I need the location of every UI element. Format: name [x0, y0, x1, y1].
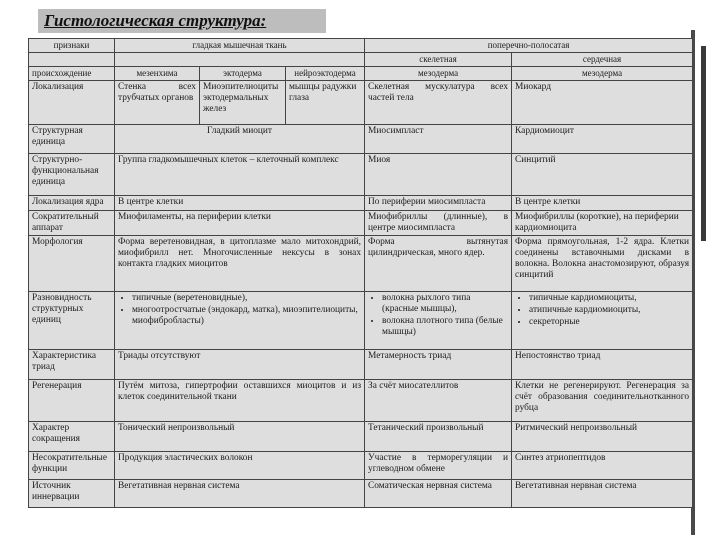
- page-title: Гистологическая структура:: [38, 9, 326, 33]
- cell: Синцитий: [512, 154, 693, 196]
- cell: По периферии миосимпласта: [365, 196, 512, 211]
- row-label: Несократительные функции: [29, 452, 115, 480]
- row-label: Разновидность структурных единиц: [29, 292, 115, 350]
- cell: Клетки не регенерируют. Регенерация за счёт образования соединительнотканного рубца: [512, 380, 693, 422]
- origin-smooth-3: нейроэктодерма: [286, 67, 365, 81]
- cell: Тонический непроизвольный: [115, 422, 365, 452]
- cell: В центре клетки: [512, 196, 693, 211]
- table-row: [29, 380, 693, 422]
- table-row: [29, 81, 693, 125]
- cell: [365, 292, 512, 350]
- row-label: Структурно-функциональная единица: [29, 154, 115, 196]
- list-item: • атипичные кардиомиоциты,: [529, 305, 689, 316]
- table-row: [29, 350, 693, 380]
- origin-skeletal: мезодерма: [365, 67, 512, 81]
- cell: Миофиламенты, на периферии клетки: [115, 211, 365, 236]
- list-item: • многоотростчатые (эндокард, матка), миоэпителиоциты, миофибробласты): [132, 305, 361, 327]
- cell: Продукция эластических волокон: [115, 452, 365, 480]
- cell: [115, 292, 365, 350]
- list-item: • типичные (веретеновидные),: [132, 293, 361, 304]
- header-empty-2: [115, 53, 365, 67]
- header-cardiac: сердечная: [512, 53, 693, 67]
- cell: Триады отсутствуют: [115, 350, 365, 380]
- cell: Участие в терморегуляции и углеводном обмене: [365, 452, 512, 480]
- cell: Миофибриллы (короткие), на периферии кардиомиоцита: [512, 211, 693, 236]
- origin-cardiac: мезодерма: [512, 67, 693, 81]
- cell: Путём митоза, гипертрофии оставшихся миоцитов и из клеток соединительной ткани: [115, 380, 365, 422]
- cell: В центре клетки: [115, 196, 365, 211]
- cell: Гладкий миоцит: [115, 125, 365, 154]
- row-label: Характеристика триад: [29, 350, 115, 380]
- cell: Кардиомиоцит: [512, 125, 693, 154]
- row-label: Регенерация: [29, 380, 115, 422]
- cell: Форма прямоугольная, 1-2 ядра. Клетки соединены вставочными дисками в волокна. Волокна анастомозируют, образуя синцитий: [512, 236, 693, 292]
- cell: Миоя: [365, 154, 512, 196]
- cell: Миокард: [512, 81, 693, 125]
- histology-table: [28, 38, 693, 508]
- table-row: [29, 422, 693, 452]
- cell: Вегетативная нервная система: [512, 480, 693, 508]
- list-item: • типичные кардиомиоциты,: [529, 293, 689, 304]
- header-striated: поперечно-полосатая: [365, 39, 693, 53]
- cell: Соматическая нервная система: [365, 480, 512, 508]
- cell: мышцы радужки глаза: [286, 81, 365, 125]
- table-row: [29, 480, 693, 508]
- row-label: Источник иннервации: [29, 480, 115, 508]
- cell: Форма веретеновидная, в цитоплазме мало митохондрий, миофибрилл нет. Многочисленные нексусы в зонах контакта гладких миоцитов: [115, 236, 365, 292]
- row-label: Морфология: [29, 236, 115, 292]
- header-smooth: гладкая мышечная ткань: [115, 39, 365, 53]
- cell: Метамерность триад: [365, 350, 512, 380]
- row-label: Сократительный аппарат: [29, 211, 115, 236]
- table-row: [29, 452, 693, 480]
- cell: Ритмический непроизвольный: [512, 422, 693, 452]
- cell: Синтез атриопептидов: [512, 452, 693, 480]
- cell: Стенка всех трубчатых органов: [115, 81, 200, 125]
- table-row: [29, 196, 693, 211]
- row-label: Локализация ядра: [29, 196, 115, 211]
- table-row: [29, 154, 693, 196]
- cell: Миоэпителиоциты эктодермальных желез: [200, 81, 286, 125]
- cell: За счёт миосателлитов: [365, 380, 512, 422]
- list-item: • волокна рыхлого типа (красные мышцы),: [382, 293, 508, 315]
- cell: Тетанический произвольный: [365, 422, 512, 452]
- cell: Группа гладкомышечных клеток – клеточный комплекс: [115, 154, 365, 196]
- cell: Скелетная мускулатура всех частей тела: [365, 81, 512, 125]
- row-label: Локализация: [29, 81, 115, 125]
- row-label: Характер сокращения: [29, 422, 115, 452]
- row-label: Структурная единица: [29, 125, 115, 154]
- list-item: • секреторные: [529, 317, 689, 328]
- table-row: [29, 292, 693, 350]
- table-row: [29, 211, 693, 236]
- origin-smooth-1: мезенхима: [115, 67, 200, 81]
- cell: Вегетативная нервная система: [115, 480, 365, 508]
- origin-smooth-2: эктодерма: [200, 67, 286, 81]
- cell: Миосимпласт: [365, 125, 512, 154]
- scan-edge-bar: [701, 46, 706, 241]
- cell: Форма вытянутая цилиндрическая, много ядер.: [365, 236, 512, 292]
- list-item: • волокна плотного типа (белые мышцы): [382, 316, 508, 338]
- cell: [512, 292, 693, 350]
- cell: Непостоянство триад: [512, 350, 693, 380]
- table-row: [29, 236, 693, 292]
- header-skeletal: скелетная: [365, 53, 512, 67]
- cell: Миофибриллы (длинные), в центре миосимпласта: [365, 211, 512, 236]
- header-origin: происхождение: [29, 67, 115, 81]
- header-empty-1: [29, 53, 115, 67]
- header-features: признаки: [29, 39, 115, 53]
- table-row: [29, 125, 693, 154]
